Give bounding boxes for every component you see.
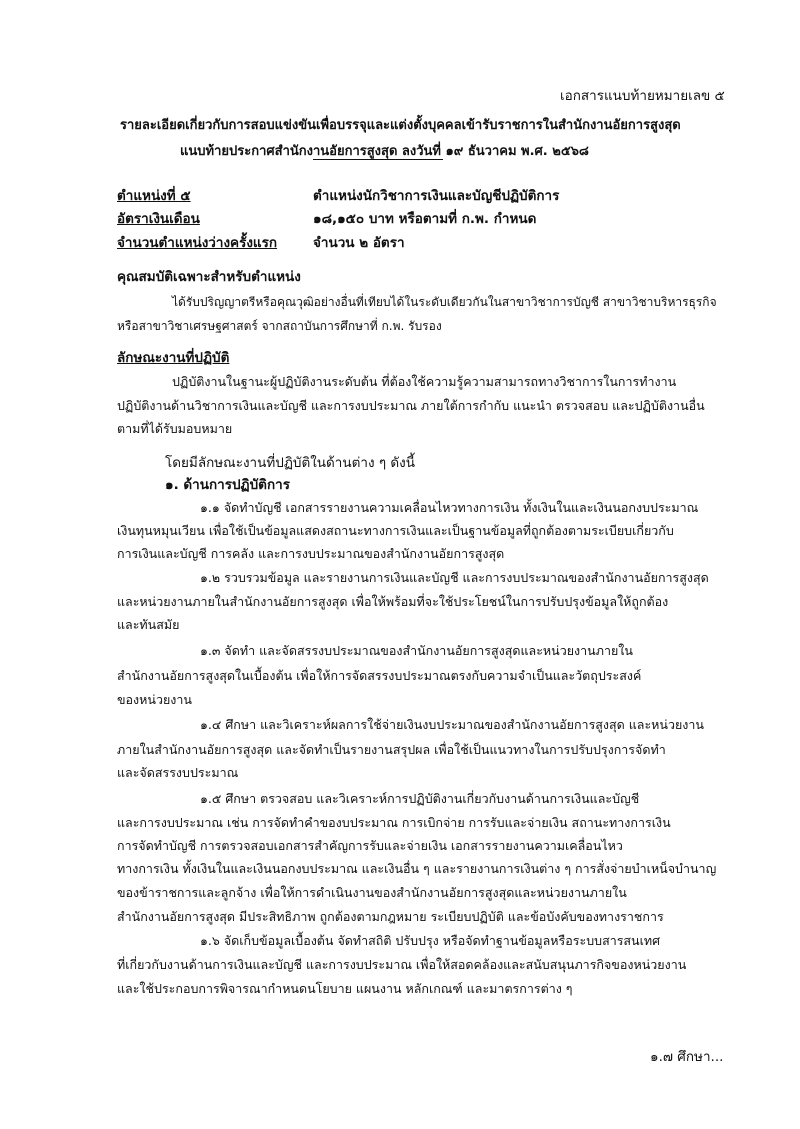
duty-line: ทางการเงิน ทั้งเงินในและเงินนอกงบประมาณ และเงินอื่น ๆ และรายงานการเงินต่าง ๆ การสั่งจ่ายบำเหน็จบำนาญ	[117, 861, 717, 876]
duty-line: และการงบประมาณ เช่น การจัดทำคำของบประมาณ การเบิกจ่าย การรับและจ่ายเงิน สถานะทางการเงิน	[117, 815, 671, 830]
duty-line: สำนักงานอัยการสูงสุด มีประสิทธิภาพ ถูกต้องตามกฎหมาย ระเบียบปฏิบัติ และข้อบังคับของทางราชการ	[117, 909, 664, 924]
duty-line: การจัดทำบัญชี การตรวจสอบเอกสารสำคัญการรับและจ่ายเงิน เอกสารรายงานความเคลื่อนไหว	[117, 838, 623, 853]
job-nature-line: ตามที่ได้รับมอบหมาย	[117, 421, 233, 436]
duty-line: ภายในสำนักงานอัยการสูงสุด และจัดทำเป็นรายงานสรุปผล เพื่อใช้เป็นแนวทางในการปรับปรุงการจัดทำ	[117, 742, 666, 757]
duty-line: และทันสมัย	[117, 617, 180, 632]
duty-line: ๑.๑ จัดทำบัญชี เอกสารรายงานความเคลื่อนไหวทางการเงิน ทั้งเงินในและเงินนอกงบประมาณ	[200, 500, 699, 515]
duty-line: ๑.๖ จัดเก็บข้อมูลเบื้องต้น จัดทำสถิติ ปรับปรุง หรือจัดทำฐานข้อมูลหรือระบบสารสนเทศ	[200, 933, 661, 948]
duty-line: และหน่วยงานภายในสำนักงานอัยการสูงสุด เพื่อให้พร้อมที่จะใช้ประโยชน์ในการปรับปรุงข้อมูลให้ถูกต้อง	[117, 594, 669, 609]
salary-value: ๑๘,๑๕๐ บาท หรือตามที่ ก.พ. กำหนด	[313, 211, 537, 227]
job-nature-line: ปฏิบัติงานในฐานะผู้ปฏิบัติงานระดับต้น ที่ต้องใช้ความรู้ความสามารถทางวิชาการในการทำงาน	[172, 374, 677, 389]
position-label: ตำแหน่งที่ ๕	[117, 188, 191, 204]
duty-line: สำนักงานอัยการสูงสุดในเบื้องต้น เพื่อให้การจัดสรรงบประมาณตรงกับความจำเป็นและวัตถุประสงค์	[117, 668, 642, 683]
duty-line: ของข้าราชการและลูกจ้าง เพื่อให้การดำเนินงานของสำนักงานอัยการสูงสุดและหน่วยงานภายใน	[117, 885, 627, 900]
qualifications-line: หรือสาขาวิชาเศรษฐศาสตร์ จากสถาบันการศึกษาที่ ก.พ. รับรอง	[117, 319, 442, 333]
section-heading: ๑. ด้านการปฏิบัติการ	[165, 477, 290, 493]
vacancies-label: จำนวนตำแหน่งว่างครั้งแรก	[117, 235, 278, 251]
job-nature-intro: โดยมีลักษณะงานที่ปฏิบัติในด้านต่าง ๆ ดังนี้	[165, 455, 415, 471]
job-nature-heading: ลักษณะงานที่ปฏิบัติ	[117, 350, 230, 366]
qualifications-heading: คุณสมบัติเฉพาะสำหรับตำแหน่ง	[117, 269, 301, 285]
duty-line: การเงินและบัญชี การคลัง และการงบประมาณของสำนักงานอัยการสูงสุด	[117, 546, 505, 561]
title-line-1: รายละเอียดเกี่ยวกับการสอบแข่งขันเพื่อบรรจุและแต่งตั้งบุคคลเข้ารับราชการในสำนักงานอัยการสูงสุด	[120, 118, 681, 133]
duty-line: ๑.๓ จัดทำ และจัดสรรงบประมาณของสำนักงานอัยการสูงสุดและหน่วยงานภายใน	[200, 643, 633, 658]
duty-line: และจัดสรรงบประมาณ	[117, 765, 239, 780]
title-line-2: แนบท้ายประกาศสำนักงานอัยการสูงสุด ลงวันที่ ๑๙ ธันวาคม พ.ศ. ๒๕๖๘	[180, 144, 589, 159]
position-value: ตำแหน่งนักวิชาการเงินและบัญชีปฏิบัติการ	[313, 188, 560, 204]
duty-line: ๑.๕ ศึกษา ตรวจสอบ และวิเคราะห์การปฏิบัติงานเกี่ยวกับงานด้านการเงินและบัญชี	[200, 791, 640, 806]
duty-line: และใช้ประกอบการพิจารณากำหนดนโยบาย แผนงาน หลักเกณฑ์ และมาตรการต่าง ๆ	[117, 981, 573, 996]
duty-line: ของหน่วยงาน	[117, 692, 192, 707]
continuation-marker: ๑.๗ ศึกษา...	[650, 1049, 724, 1065]
qualifications-line: ได้รับปริญญาตรีหรือคุณวุฒิอย่างอื่นที่เทียบได้ในระดับเดียวกันในสาขาวิชาการบัญชี สาขาวิชาบริหารธุรกิจ	[172, 295, 717, 309]
vacancies-value: จำนวน ๒ อัตรา	[313, 235, 405, 251]
duty-line: ๑.๔ ศึกษา และวิเคราะห์ผลการใช้จ่ายเงินงบประมาณของสำนักงานอัยการสูงสุด และหน่วยงาน	[200, 717, 704, 732]
attachment-label: เอกสารแนบท้ายหมายเลข ๕	[560, 88, 725, 104]
duty-line: ๑.๒ รวบรวมข้อมูล และรายงานการเงินและบัญชี และการงบประมาณของสำนักงานอัยการสูงสุด	[200, 570, 709, 585]
duty-line: ที่เกี่ยวกับงานด้านการเงินและบัญชี และการงบประมาณ เพื่อให้สอดคล้องและสนับสนุนภารกิจของหน่วยงาน	[117, 957, 687, 972]
job-nature-line: ปฏิบัติงานด้านวิชาการเงินและบัญชี และการงบประมาณ ภายใต้การกำกับ แนะนำ ตรวจสอบ และปฏิบัติงานอื่น	[117, 398, 705, 413]
divider	[313, 159, 443, 160]
salary-label: อัตราเงินเดือน	[117, 211, 200, 227]
duty-line: เงินทุนหมุนเวียน เพื่อใช้เป็นข้อมูลแสดงสถานะทางการเงินและเป็นฐานข้อมูลที่ถูกต้องตามระเบียบเกี่ยวกับ	[117, 523, 674, 538]
